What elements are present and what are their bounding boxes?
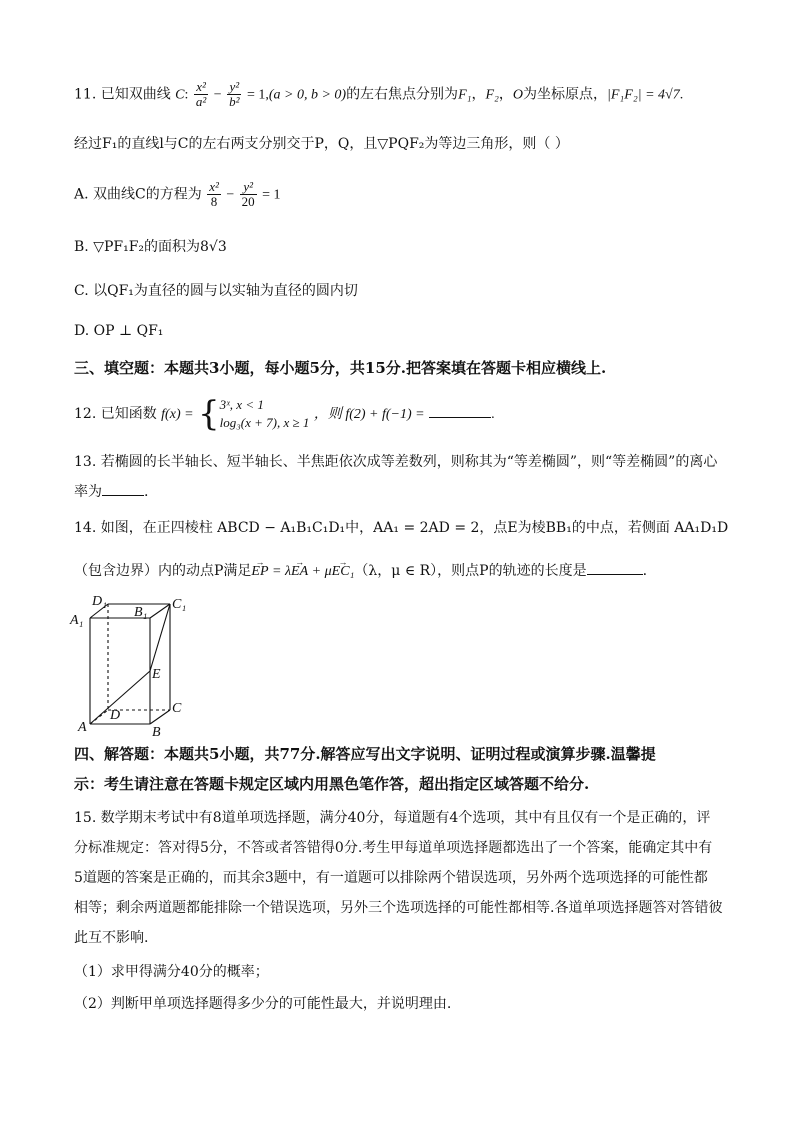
q14-line2: （包含边界）内的动点P满足→ EP = λ→ EA + μ→ EC₁（λ，μ ∈ R），则点P的轨迹的长度是 .	[74, 560, 647, 582]
edge-BC	[150, 710, 170, 724]
label-C1: C₁	[172, 597, 187, 612]
q13-line2: 率为 .	[74, 481, 148, 502]
q12-answer-blank[interactable]	[429, 403, 491, 418]
q14-plus-mu: + μ	[308, 564, 332, 579]
option-a-text: A. 双曲线C的方程为	[74, 186, 202, 203]
q12-intro: 12. 已知函数	[74, 406, 157, 422]
q13-line2-text: 率为	[74, 484, 102, 500]
q11-sep: ，	[471, 86, 486, 103]
q12-question: ，则 f(2) + f(−1) =	[313, 407, 425, 422]
y2-over-20: $\frac{\text{y²}}{20}$	[241, 179, 255, 209]
q15-sub2: （2）判断甲单项选择题得多少分的可能性最大，并说明理由.	[74, 996, 452, 1012]
q11-option-b: B. ▽PF₁F₂的面积为8√3	[74, 239, 227, 255]
label-D: D	[110, 708, 121, 723]
vector-EA: → EA	[291, 562, 308, 582]
q11-origin-text: 为坐标原点，	[523, 86, 608, 103]
vector-EP: → EP	[251, 562, 268, 582]
vector-EC1: → EC₁	[332, 562, 355, 582]
case-1: 3ˣ, x < 1	[219, 397, 264, 412]
q15-line4: 相等；剩余两道题都能排除一个错误选项，另外三个选项选择的可能性都相等.各道单项选择题答对答错彼	[74, 900, 723, 916]
q13-answer-blank[interactable]	[102, 481, 144, 496]
q11-option-a: A. 双曲线C的方程为 $\frac{\text{x²}}{8}$ − $\frac{\text{y²}}{20}$ = 1	[74, 179, 281, 209]
label-A: A	[78, 720, 87, 735]
q15-sub1: （1）求甲得满分40分的概率；	[74, 964, 269, 980]
piecewise-cases	[220, 396, 310, 432]
q11-line2: 经过F₁的直线l与C的左右两支分别交于P，Q，且▽PQF₂为等边三角形，则（ ）	[74, 136, 569, 152]
q15-line5: 此互不影响.	[74, 930, 149, 946]
option-a-eq: = 1	[262, 187, 281, 203]
q12: 12. 已知函数 f(x) = { 3ˣ, x < 1 log₃(x + 7), x ≥ 1 ，则 f(2) + f(−1) = .	[74, 394, 495, 434]
focal-distance: |F₁F₂| = 4√7	[607, 87, 680, 103]
q11-foci-text: 的左右焦点分别为	[346, 86, 459, 103]
q14-line1: 14. 如图，在正四棱柱 ABCD − A₁B₁C₁D₁中，AA₁ = 2AD = 2，点E为棱BB₁的中点，若侧面 AA₁D₁D	[74, 520, 729, 536]
x2-over-a2: $\frac{\text{x²}}{\text{a²}}$	[195, 79, 207, 109]
q15-line1: 15. 数学期末考试中有8道单项选择题，满分40分，每道题有4个选项，其中有且仅有一个是正确的，评	[74, 810, 711, 826]
q14-eq-lambda: = λ	[268, 564, 292, 579]
section-3-heading: 三、填空题：本题共3小题，每小题5分，共15分.把答案填在答题卡相应横线上.	[74, 359, 607, 377]
focus-F2: F₂	[485, 87, 499, 103]
case-2: log₃(x + 7), x ≥ 1	[219, 415, 310, 430]
section-4-heading-line2: 示：考生请注意在答题卡规定区域内用黑色笔作答，超出指定区域答题不给分.	[74, 775, 590, 793]
q15-line3: 5道题的答案是正确的，而其余3题中，有一道题可以排除两个错误选项，另外两个选项选择的可能性都	[74, 870, 708, 886]
label-D1: D₁	[92, 594, 107, 609]
q14-answer-blank[interactable]	[587, 560, 643, 575]
q11-intro: 11. 已知双曲线	[74, 86, 171, 103]
q11-option-c: C. 以QF₁为直径的圆与以实轴为直径的圆内切	[74, 283, 358, 299]
q12-f-def: f(x) =	[161, 407, 194, 422]
q11-line1: 11. 已知双曲线 C: $\frac{\text{x²}}{\text{a²}}$ − $\frac{\text{y²}}{\text{b²}}$ = 1,(a > 0, b > 0)的左右焦点分别为F₁，F₂，O为坐标原点，|F₁F₂| = 4√7.	[74, 79, 684, 109]
q11-sep-2: ，	[498, 86, 513, 103]
x2-over-8: $\frac{\text{x²}}{8}$	[209, 179, 219, 209]
y2-over-b2: $\frac{\text{y²}}{\text{b²}}$	[229, 79, 240, 109]
label-B1: B₁	[134, 605, 148, 620]
left-brace: {	[198, 394, 220, 434]
origin-O: O	[512, 87, 524, 103]
label-B: B	[152, 725, 161, 738]
focus-F1: F₁	[458, 87, 472, 103]
label-A1: A₁	[70, 613, 84, 628]
label-C: C	[172, 701, 182, 716]
q11-option-d: D. OP ⊥ QF₁	[74, 323, 164, 339]
q11-condition: (a > 0, b > 0)	[268, 87, 347, 103]
curve-C-label: C	[175, 87, 185, 103]
prism-figure	[68, 588, 198, 738]
segment-EC1	[150, 604, 170, 671]
q14-intro: （包含边界）内的动点P满足	[74, 563, 252, 579]
q13-line1: 13. 若椭圆的长半轴长、短半轴长、半焦距依次成等差数列，则称其为“等差椭圆”，则“等差椭圆”的离心	[74, 454, 718, 470]
section-4-heading-line1: 四、解答题：本题共5小题，共77分.解答应写出文字说明、证明过程或演算步骤.温馨提	[74, 745, 656, 763]
q14-question: （λ，μ ∈ R），则点P的轨迹的长度是	[354, 563, 587, 579]
q15-line2: 分标准规定：答对得5分，不答或者答错得0分.考生甲每道单项选择题都选出了一个答案，能确定其中有	[74, 840, 713, 856]
label-E: E	[152, 667, 161, 682]
